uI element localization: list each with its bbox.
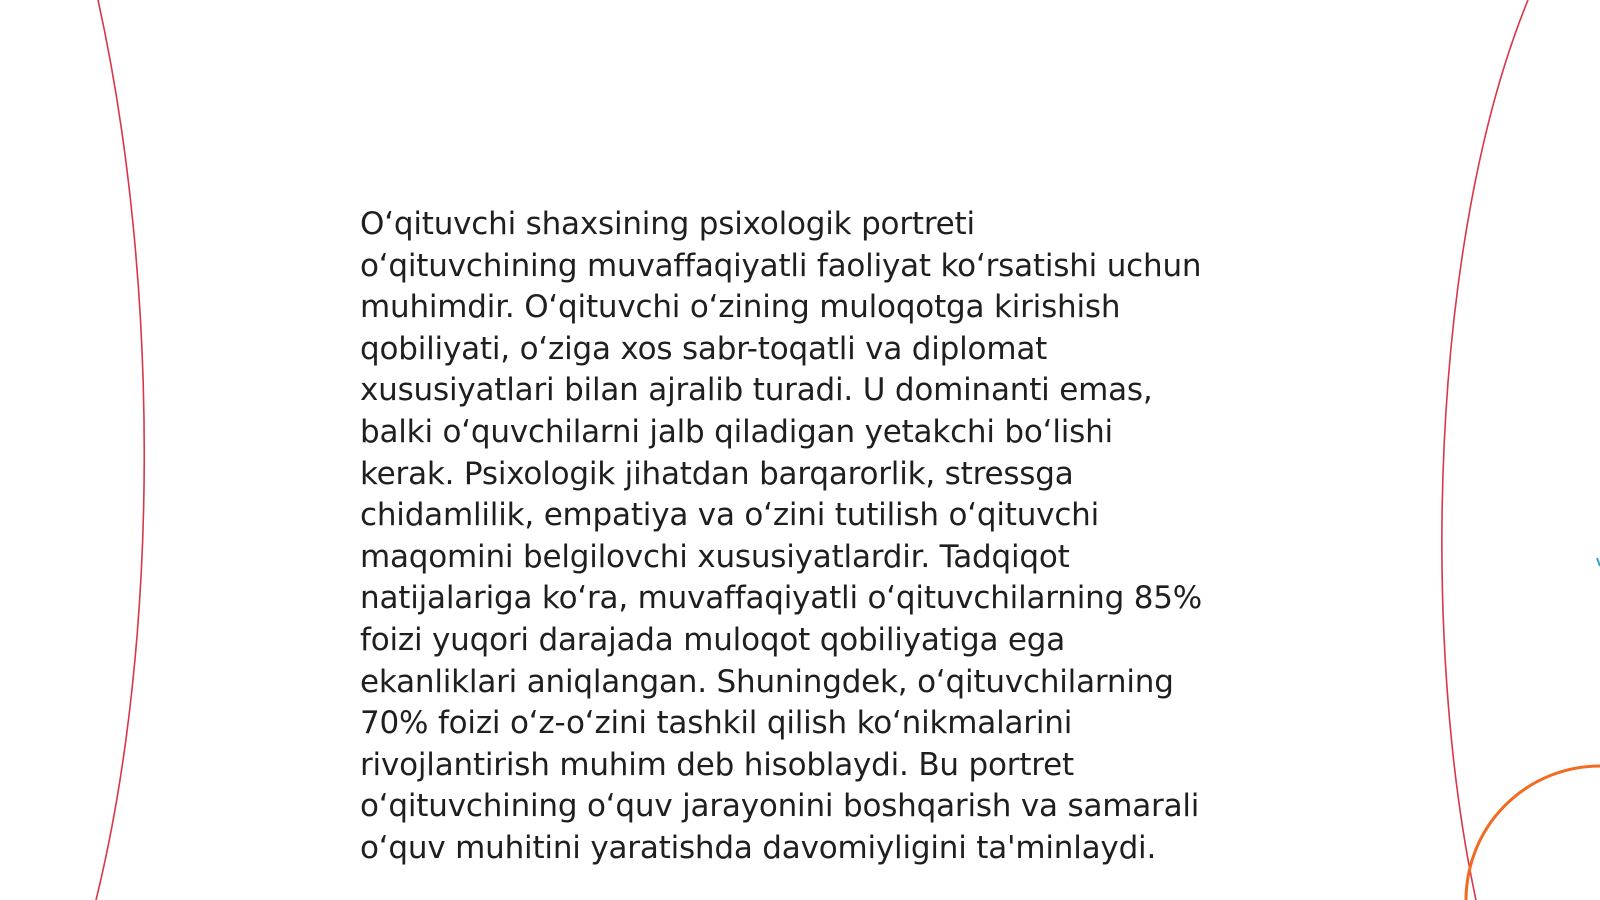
paragraph-line: o‘quv muhitini yaratishda davomiyligini ta'minlaydi. [360,829,1157,866]
paragraph-line: muhimdir. O‘qituvchi o‘zining muloqotga kirishish [360,289,1121,326]
paragraph-line: maqomini belgilovchi xususiyatlardir. Tadqiqot [360,538,1070,575]
paragraph-line: xususiyatlari bilan ajralib turadi. U dominanti emas, [360,372,1153,409]
paragraph-line: natijalariga ko‘ra, muvaffaqiyatli o‘qituvchilarning 85% [360,580,1203,617]
paragraph-line: ekanliklari aniqlangan. Shuningdek, o‘qituvchilarning [360,663,1174,700]
paragraph-line: qobiliyati, o‘ziga xos sabr-toqatli va diplomat [360,330,1048,367]
paragraph-line: foizi yuqori darajada muloqot qobiliyatiga ega [360,621,1066,658]
paragraph-line: rivojlantirish muhim deb hisoblaydi. Bu portret [360,746,1074,783]
paragraph-line: balki o‘quvchilarni jalb qiladigan yetakchi bo‘lishi [360,413,1113,450]
paragraph-line: chidamlilik, empatiya va o‘zini tutilish o‘qituvchi [360,497,1100,534]
paragraph-line: o‘qituvchining o‘quv jarayonini boshqarish va samarali [360,788,1200,825]
paragraph-line: kerak. Psixologik jihatdan barqarorlik, stressga [360,455,1074,492]
orange-decorative-circle [1466,766,1600,900]
paragraph-line: o‘qituvchining muvaffaqiyatli faoliyat ko‘rsatishi uchun [360,247,1202,284]
paragraph-line: 70% foizi o‘z-o‘zini tashkil qilish ko‘nikmalarini [360,705,1073,742]
left-decorative-arc [96,0,144,900]
body-paragraph [360,204,1260,870]
right-decorative-arc [1442,0,1528,900]
paragraph-line: O‘qituvchi shaxsining psixologik portreti [360,206,975,242]
